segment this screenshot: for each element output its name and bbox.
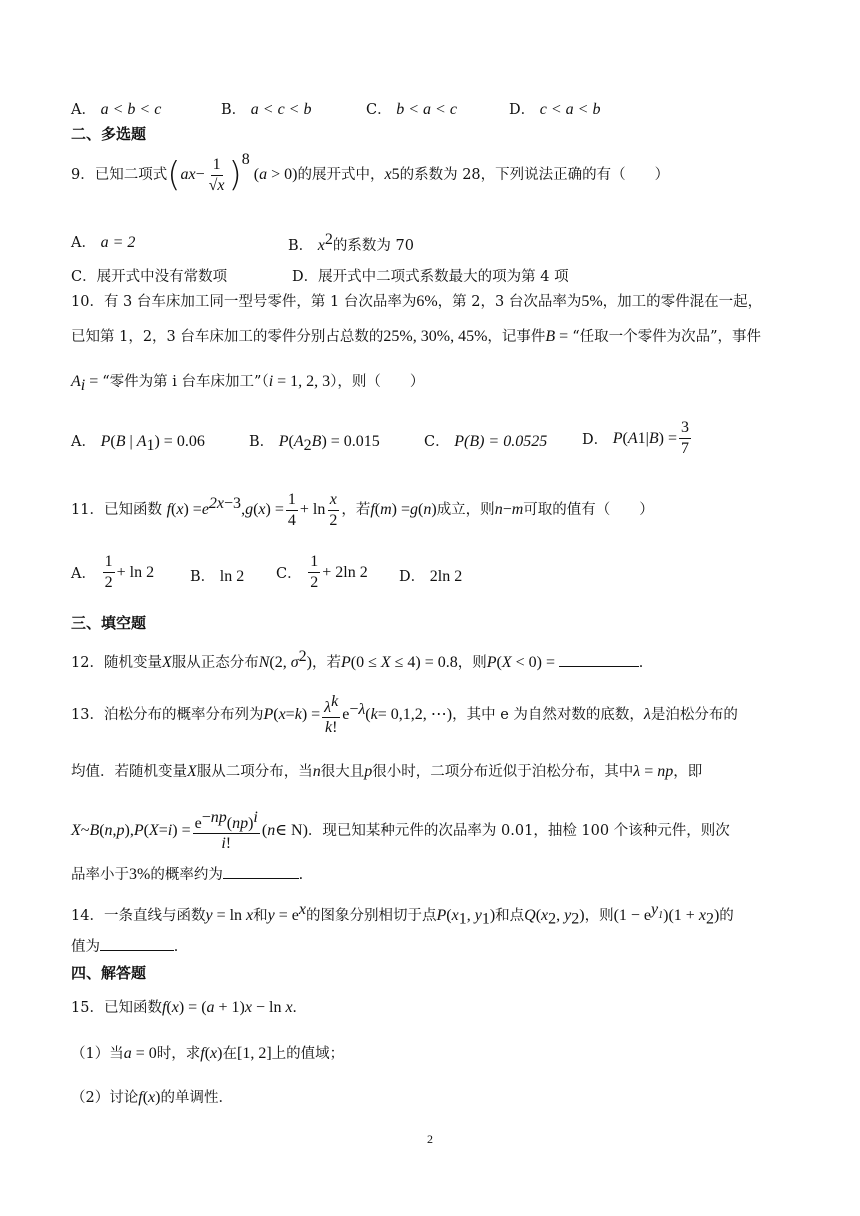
question-13-line-2: 均值．若随机变量X服从二项分布，当n很大且p很小时，二项分布近似于泊松分布，其中λ = np，即 [71,763,703,780]
question-13-line-1: 13．泊松分布的概率分布列为 P ( x = k ) = $\frac{\lambda^k}{k!}$ e −λ ( k = 0,1,2, ⋯) ，其中 e 为自然对数的底数， λ 是泊松分布的 [71,692,738,737]
q11-option-c: C． $\frac{1}{2}$ + 2ln 2 [276,553,368,591]
question-14-line-1: 14．一条直线与函数y = ln x和$y = e^x$的图象分别相切于点$P(x_1$, $y_1$)和点$Q(x_2$, $y_2$)，则$(1 - e^{y_1})(1 + x_2)$的 [71,901,734,928]
question-11: 11．已知函数 f ( x ) = e 2x−3 , g ( x ) = $\frac{1}{4}$ + ln $\frac{x}{2}$ ，若 f ( m ) = g ( n ) 成立，则 n − m 可取的值有（ ） [71,490,654,529]
q9-option-b: B． $x^2$的系数为 70 [288,231,414,254]
q11-option-b: B． ln 2 [190,568,245,585]
question-15-part-2: （2）讨论f(x)的单调性． [71,1089,233,1106]
question-13-line-3: X ~ B ( n , p ), P ( X = i ) = $\frac{e^{-np}(np)^i}{i!}$ ( n ∈ N) ．现已知某种元件的次品率为 0.01，抽检 100 个该种元件，则次 [71,808,730,853]
q9-option-a: A． a = 2 [71,234,136,251]
question-10-line-1: 10．有 3 台车床加工同一型号零件，第 1 台次品率为6%，第 2，3 台次品率为5%，加工的零件混在一起， [71,293,763,310]
q10-option-b: B． $P(A_2B) = 0.015$ [249,433,380,454]
page-number: 2 [427,1132,433,1146]
question-15-part-1: （1）当a = 0时，求f(x)在[1, 2]上的值域； [71,1045,345,1062]
section-title-fill-in: 三、填空题 [71,614,147,632]
question-12: 12．随机变量X服从正态分布N(2, $\sigma^2$)，若P(0 ≤ X ≤ 4) = 0.8，则P(X < 0) = . [71,648,644,671]
q8-option-a: A． a < b < c [71,101,162,118]
section-title-solutions: 四、解答题 [71,964,147,982]
q10-option-c: C． P(B) = 0.0525 [424,433,548,450]
q8-option-c: C． b < a < c [366,101,457,118]
question-9: 9．已知二项式 ( ax − $\frac{1}{√x}$ ) 8 (a > 0) 的展开式中， x 5 的系数为 28，下列说法正确的有（ ） [71,151,670,195]
question-14-line-2: 值为 . [71,938,178,955]
q8-option-d: D． c < a < b [509,101,601,118]
q8-option-b: B． a < c < b [221,101,312,118]
q9-option-c: C．展开式中没有常数项 [71,269,228,285]
q11-option-d: D． 2ln 2 [399,568,463,585]
q10-option-d: D． P ( A 1 | B ) = $\frac{3}{7}$ [582,419,689,457]
question-13-line-4: 品率小于3%的概率约为 . [71,866,303,883]
question-15: 15．已知函数f(x) = (a + 1)x − ln x. [71,999,297,1016]
question-10-line-2: 已知第 1，2，3 台车床加工的零件分别占总数的25%, 30%, 45%，记事件B = “任取一个零件为次品”，事件 [71,328,762,345]
q11-option-a: A． $\frac{1}{2}$ + ln 2 [71,553,155,591]
q9-option-d: D．展开式中二项式系数最大的项为第 4 项 [292,269,569,285]
section-title-multiple-choice: 二、多选题 [71,125,147,143]
question-10-line-3: $A_i$ = “零件为第 i 台车床加工”（i = 1, 2, 3），则（ ） [71,373,425,394]
q10-option-a: A． P(B | $A_1) = 0.06$ [71,433,205,454]
